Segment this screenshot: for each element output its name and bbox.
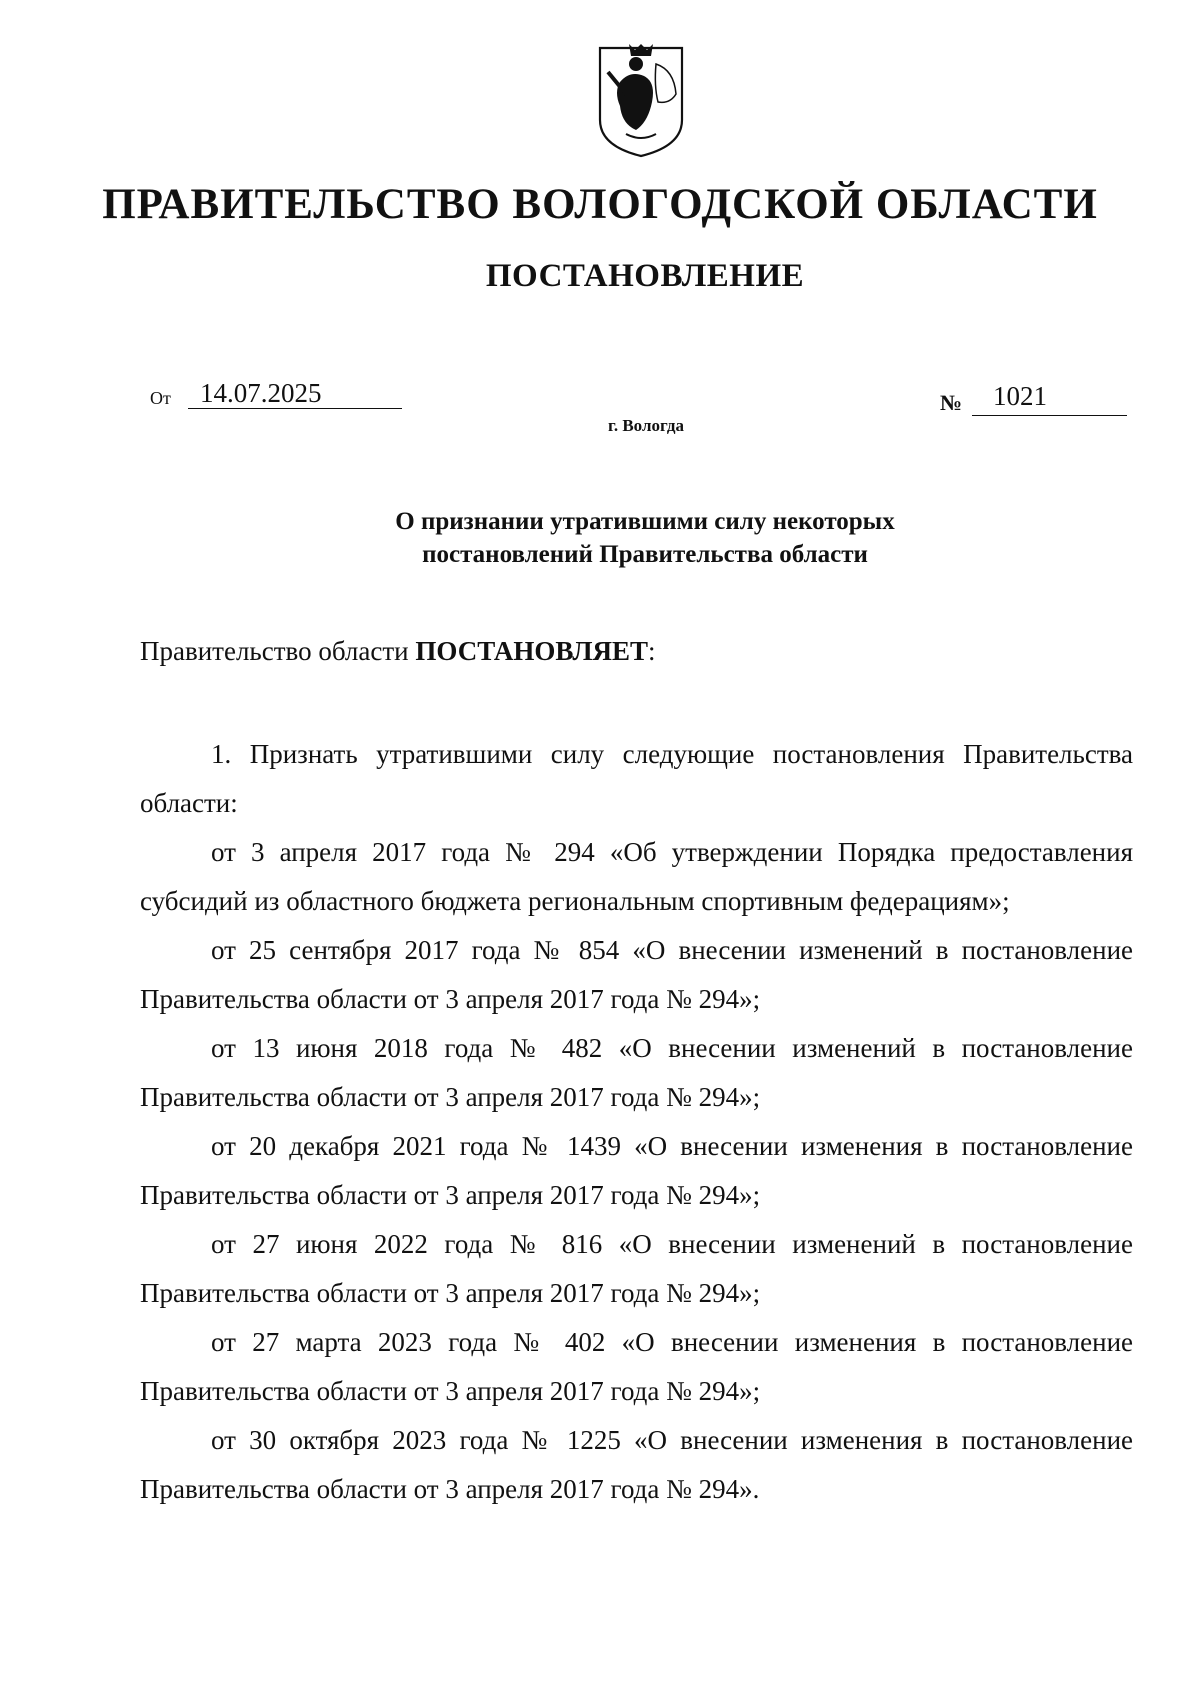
date-underline bbox=[188, 408, 402, 409]
subject-line: постановлений Правительства области bbox=[422, 541, 868, 568]
paragraph: от 27 июня 2022 года № 816 «О внесении изменений в постановление Правительства области от 3 апреля 2017 года № 294»; bbox=[140, 1229, 1133, 1308]
city: г. Вологда bbox=[608, 416, 684, 435]
paragraph: от 25 сентября 2017 года № 854 «О внесении изменений в постановление Правительства области от 3 апреля 2017 года № 294»; bbox=[140, 935, 1133, 1014]
paragraph: от 27 марта 2023 года № 402 «О внесении изменения в постановление Правительства области от 3 апреля 2017 года № 294»; bbox=[140, 1327, 1133, 1406]
subject-line: О признании утратившими силу некоторых bbox=[395, 508, 895, 535]
document-number: 1021 bbox=[993, 381, 1047, 411]
paragraph: от 13 июня 2018 года № 482 «О внесении изменений в постановление Правительства области от 3 апреля 2017 года № 294»; bbox=[140, 1033, 1133, 1112]
preamble-emphasis: ПОСТАНОВЛЯЕТ bbox=[415, 636, 648, 666]
coat-of-arms-icon bbox=[596, 42, 686, 160]
preamble bbox=[140, 627, 1133, 676]
date-label: От bbox=[150, 388, 171, 408]
organization-title: ПРАВИТЕЛЬСТВО ВОЛОГОДСКОЙ ОБЛАСТИ bbox=[102, 181, 1098, 228]
paragraph: от 30 октября 2023 года № 1225 «О внесении изменения в постановление Правительства области от 3 апреля 2017 года № 294». bbox=[140, 1425, 1133, 1504]
document-date: 14.07.2025 bbox=[200, 378, 322, 408]
paragraph: от 3 апреля 2017 года № 294 «Об утверждении Порядка предоставления субсидий из областного бюджета региональным спортивным федерациям»; bbox=[140, 837, 1133, 916]
resolution-items bbox=[140, 730, 1133, 1514]
document-type: ПОСТАНОВЛЕНИЕ bbox=[485, 258, 805, 294]
paragraph: от 20 декабря 2021 года № 1439 «О внесении изменения в постановление Правительства области от 3 апреля 2017 года № 294»; bbox=[140, 1131, 1133, 1210]
preamble-text: Правительство области bbox=[140, 636, 416, 666]
preamble-colon: : bbox=[647, 636, 656, 666]
document-subject bbox=[0, 505, 1200, 571]
paragraph: 1. Признать утратившими силу следующие постановления Правительства области: bbox=[140, 739, 1133, 818]
number-label: № bbox=[940, 390, 963, 415]
